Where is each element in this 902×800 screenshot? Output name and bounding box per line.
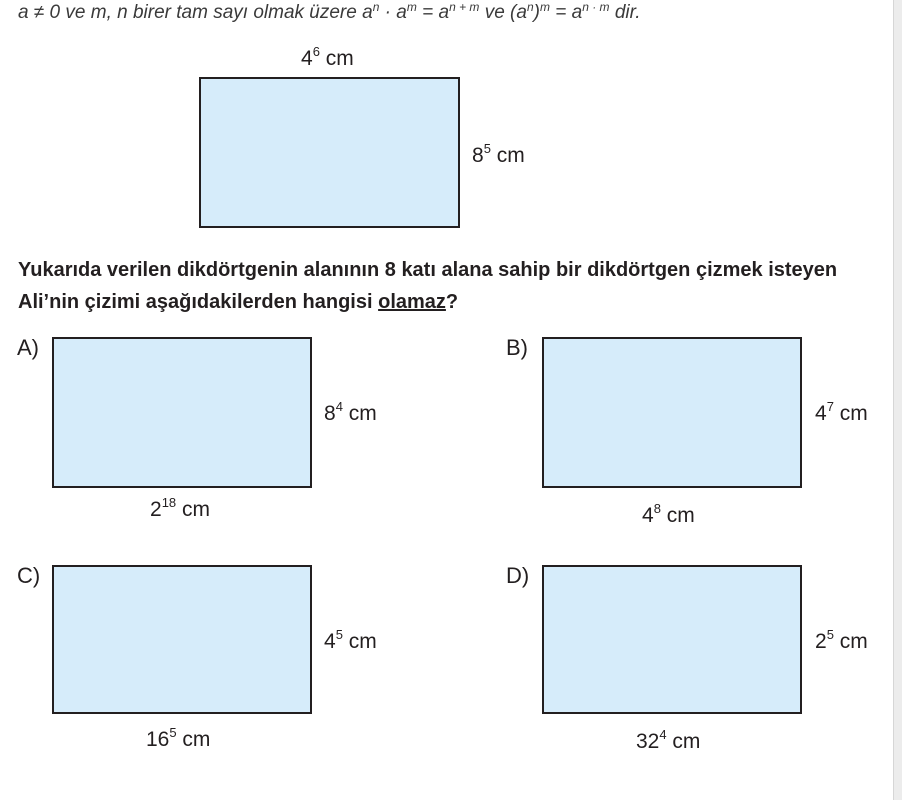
given-side-dimension: $8^5$ cm bbox=[472, 141, 525, 167]
option-d-bottom-dimension: $32^4$ cm bbox=[636, 727, 701, 753]
option-d-side-dimension: $2^5$ cm bbox=[815, 627, 868, 653]
given-top-dimension: $4^6$ cm bbox=[301, 44, 354, 70]
option-a-bottom-dimension: $2^{18}$ cm bbox=[150, 495, 210, 521]
scrollbar-track[interactable] bbox=[893, 0, 902, 800]
option-b-side-dimension: $4^7$ cm bbox=[815, 399, 868, 425]
question-text: Yukarıda verilen dikdörtgenin alanının 8 katı alana sahip bir dikdörtgen çizmek isteyen Ali’nin çizimi aşağıdakilerden hangisi olamaz? bbox=[18, 259, 838, 313]
option-b-bottom-dimension: $4^8$ cm bbox=[642, 501, 695, 527]
option-d-rectangle[interactable] bbox=[542, 565, 802, 714]
option-a-rectangle[interactable] bbox=[52, 337, 312, 488]
option-c-rectangle[interactable] bbox=[52, 565, 312, 714]
option-a-side-dimension: $8^4$ cm bbox=[324, 399, 377, 425]
option-c-bottom-dimension: $16^5$ cm bbox=[146, 725, 211, 751]
option-d-label[interactable]: D) bbox=[506, 563, 530, 588]
option-c-label[interactable]: C) bbox=[17, 563, 41, 588]
option-a-label[interactable]: A) bbox=[17, 335, 39, 360]
option-b-rectangle[interactable] bbox=[542, 337, 802, 488]
question-emphasis: olamaz bbox=[378, 291, 446, 313]
exponent-rule-text: a ≠ 0 ve m, n birer tam sayı olmak üzere $a^n \cdot a^m = a^{n + m}$ ve $(a^n)^m = a^{n \cdot m}$ dir. bbox=[18, 0, 641, 23]
option-b-label[interactable]: B) bbox=[506, 335, 528, 360]
given-rectangle bbox=[199, 77, 460, 228]
option-c-side-dimension: $4^5$ cm bbox=[324, 627, 377, 653]
